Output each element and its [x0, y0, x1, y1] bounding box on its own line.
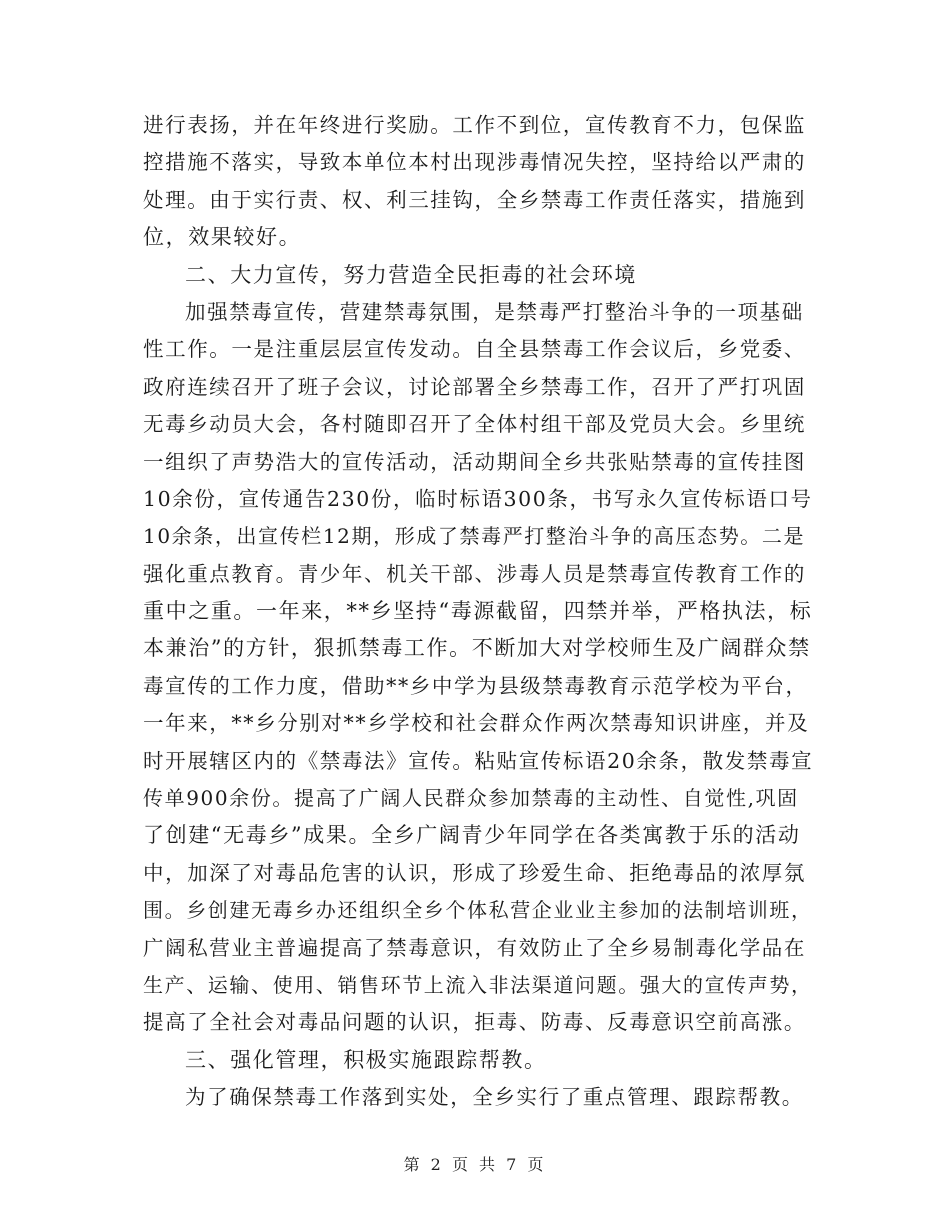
- text-line: 围。乡创建无毒乡办还组织全乡个体私营企业业主参加的法制培训班，: [143, 898, 813, 923]
- text-line: 进行表扬，并在年终进行奖励。工作不到位，宣传教育不力，包保监: [143, 113, 806, 137]
- text-line: 本兼治”的方针，狠抓禁毒工作。不断加大对学校师生及广阔群众禁: [143, 636, 811, 661]
- text-line: 一年来，**乡分别对**乡学校和社会群众作两次禁毒知识讲座，并及: [143, 711, 810, 736]
- text-line: 中，加深了对毒品危害的认识，形成了珍爱生命、拒绝毒品的浓厚氛: [143, 860, 806, 885]
- paragraph-first-line: 加强禁毒宣传，营建禁毒氛围，是禁毒严打整治斗争的一项基础: [185, 299, 804, 324]
- text-line: 强化重点教育。青少年、机关干部、涉毒人员是禁毒宣传教育工作的: [143, 561, 806, 586]
- text-line: 重中之重。一年来，**乡坚持“毒源截留，四禁并举，严格执法，标: [143, 599, 813, 624]
- section-heading: 三、强化管理，积极实施跟踪帮教。: [185, 1047, 547, 1072]
- document-body: [143, 107, 813, 1117]
- text-line: 生产、运输、使用、销售环节上流入非法渠道问题。强大的宣传声势，: [143, 972, 813, 997]
- paragraph-first-line: 为了确保禁毒工作落到实处，全乡实行了重点管理、跟踪帮教。: [185, 1085, 804, 1110]
- text-line: 10余份，宣传通告230份，临时标语300条，书写永久宣传标语口号: [143, 486, 813, 511]
- text-line: 位，效果较好。: [143, 225, 302, 250]
- section-heading: 二、大力宣传，努力营造全民拒毒的社会环境: [185, 262, 637, 287]
- text-line: 无毒乡动员大会，各村随即召开了全体村组干部及党员大会。乡里统: [143, 412, 806, 437]
- text-line: 提高了全社会对毒品问题的认识，拒毒、防毒、反毒意识空前高涨。: [143, 1010, 806, 1035]
- text-line: 传单900余份。提高了广阔人民群众参加禁毒的主动性、自觉性,巩固: [143, 786, 799, 811]
- text-line: 政府连续召开了班子会议，讨论部署全乡禁毒工作，召开了严打巩固: [143, 374, 806, 399]
- text-line: 毒宣传的工作力度，借助**乡中学为县级禁毒教育示范学校为平台，: [143, 673, 808, 698]
- text-line: 一组织了声势浩大的宣传活动，活动期间全乡共张贴禁毒的宣传挂图: [143, 449, 806, 474]
- text-line: 时开展辖区内的《禁毒法》宣传。粘贴宣传标语20余条，散发禁毒宣: [143, 748, 814, 773]
- text-line: 控措施不落实，导致本单位本村出现涉毒情况失控，坚持给以严肃的: [143, 150, 806, 175]
- text-line: 广阔私营业主普遍提高了禁毒意识，有效防止了全乡易制毒化学品在: [143, 935, 806, 960]
- text-line: 10余条，出宣传栏12期，形成了禁毒严打整治斗争的高压态势。二是: [143, 524, 806, 549]
- text-line: 性工作。一是注重层层宣传发动。自全县禁毒工作会议后，乡党委、: [143, 337, 806, 362]
- text-line: 处理。由于实行责、权、利三挂钩，全乡禁毒工作责任落实，措施到: [143, 187, 806, 212]
- text-line: 了创建“无毒乡”成果。全乡广阔青少年同学在各类寓教于乐的活动: [143, 823, 801, 848]
- page-number-footer: 第 2 页 共 7 页: [403, 1155, 547, 1174]
